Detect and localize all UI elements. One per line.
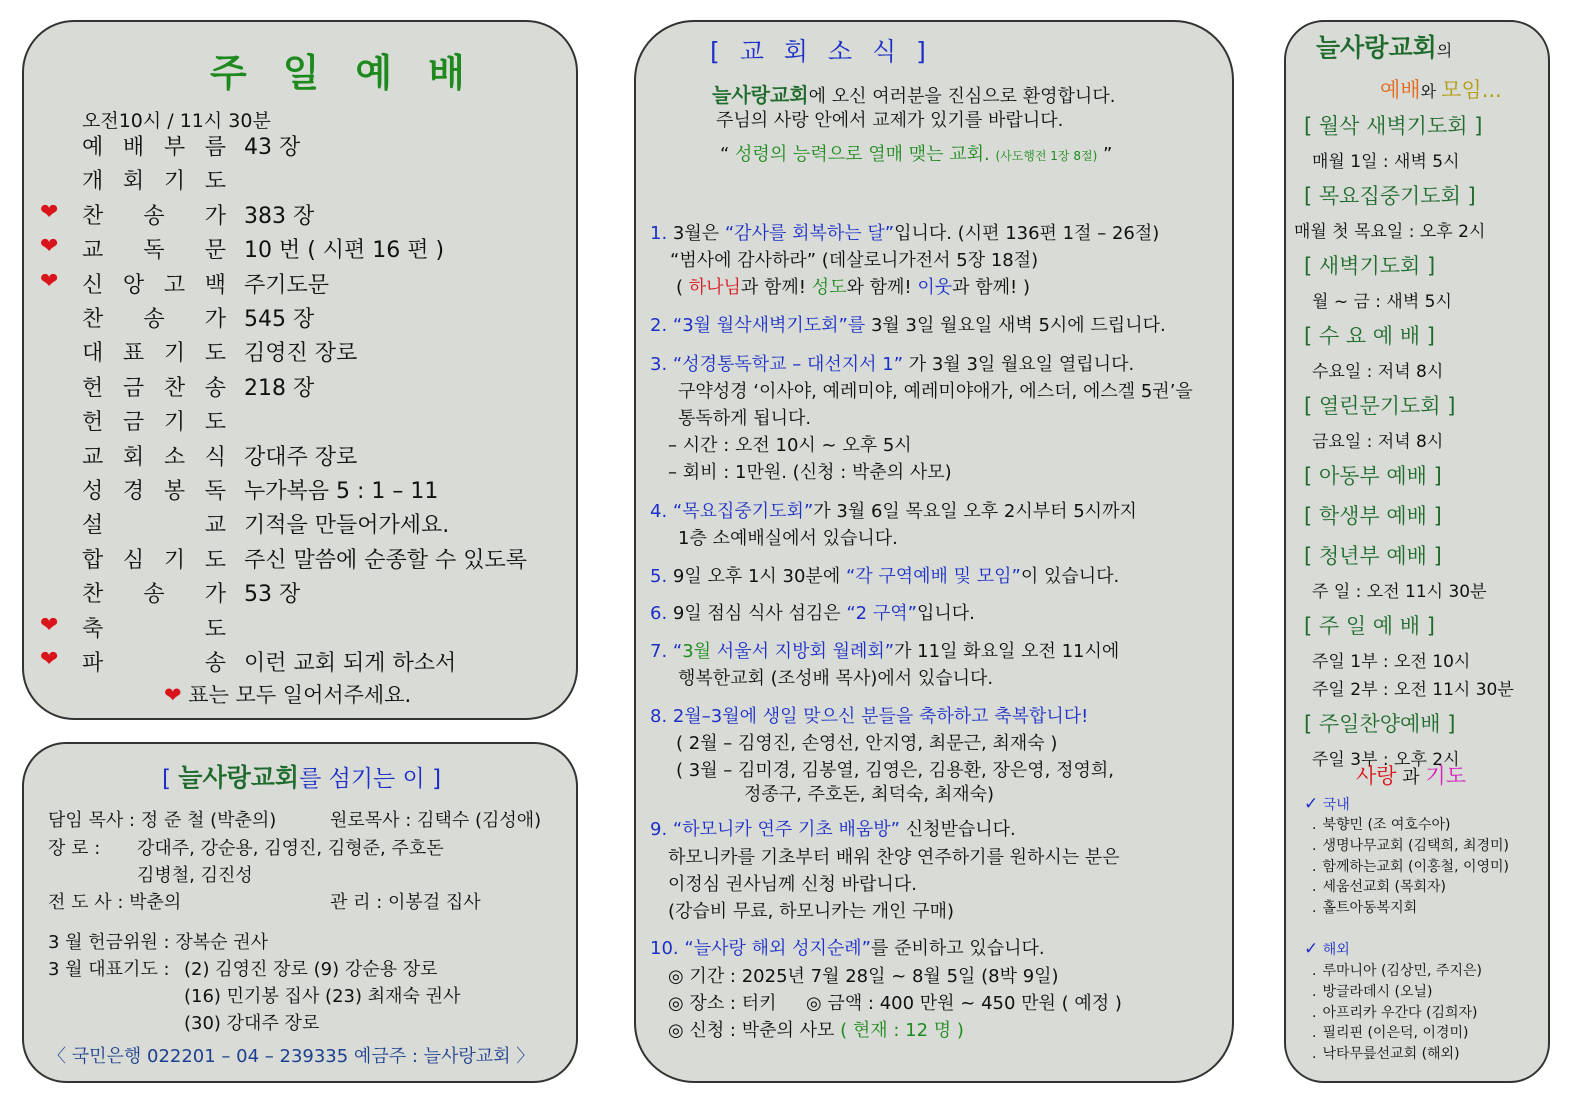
news-item-3: 3. “성경통독학교 – 대선지서 1” 가 3월 3일 월요일 열립니다.: [650, 354, 1135, 375]
prayer-schedule-2: (16) 민기봉 집사 (23) 최재숙 권사: [184, 986, 461, 1007]
prayer-schedule-3: (30) 강대주 장로: [184, 1013, 320, 1034]
church-name: 늘사랑교회: [178, 763, 300, 792]
worship-order-label: 파 송: [82, 651, 226, 676]
worship-time: 오전10시 / 11시 30분: [82, 110, 271, 132]
worship-order-label: 설 교: [82, 513, 226, 539]
worship-order-value: 43 장: [244, 135, 301, 160]
schedule-heading: [ 주 일 예 배 ]: [1304, 614, 1435, 638]
news-item-1: 1. 3월은 “감사를 회복하는 달”입니다. (시편 136편 1절 – 26절): [650, 223, 1160, 244]
prayer-schedule-1: (2) 김영진 장로 (9) 강순용 장로: [184, 959, 438, 980]
schedule-heading: [ 수 요 예 배 ]: [1304, 324, 1435, 348]
prayer-title: 사랑 과 기도: [1356, 764, 1466, 788]
worship-order-label: 성 경 봉 독: [82, 479, 226, 504]
worship-order-label: 신 앙 고 백: [82, 272, 226, 298]
mission-item: . 홀트아동복지회: [1312, 900, 1418, 917]
heart-icon: ❤: [40, 612, 59, 638]
worship-schedule-panel: [1284, 20, 1550, 1083]
worship-order-value: 10 번 ( 시편 16 편 ): [244, 238, 445, 264]
worship-order-label: 헌 금 기 도: [82, 410, 226, 436]
heart-icon: ❤: [164, 683, 182, 707]
schedule-heading: [ 학생부 예배 ]: [1304, 504, 1442, 528]
welcome-line-1: 늘사랑교회에 오신 여러분을 진심으로 환영합니다.: [712, 83, 1116, 107]
worship-order-value: 강대주 장로: [244, 444, 358, 470]
mission-item: . 세움선교회 (목회자): [1312, 879, 1447, 896]
heart-icon: ❤: [40, 199, 59, 225]
worship-order-label: 축 도: [82, 616, 226, 642]
news-title: [ 교 회 소 식 ]: [710, 37, 932, 66]
bank-account: 〈 국민은행 022201 – 04 – 239335 예금주 : 늘사랑교회 〉: [48, 1046, 535, 1067]
church-motto: “ 성령의 능력으로 열매 맺는 교회. (사도행전 1장 8절) ”: [720, 144, 1113, 165]
news-item-8: 8. 2월–3월에 생일 맞으신 분들을 축하하고 축복합니다!: [650, 706, 1089, 727]
welcome-line-2: 주님의 사랑 안에서 교제가 있기를 바랍니다.: [716, 110, 1064, 131]
elders-list: 강대주, 강순용, 김영진, 김형준, 주호돈: [137, 838, 444, 859]
schedule-heading: [ 주일찬양예배 ]: [1304, 712, 1456, 736]
news-item-6: 6. 9일 점심 식사 섬김은 “2 구역”입니다.: [650, 603, 975, 624]
news-item-4: 4. “목요집중기도회”가 3월 6일 목요일 오후 2시부터 5시까지: [650, 501, 1137, 522]
worship-order-value: 53 장: [244, 582, 301, 608]
worship-order-panel: [22, 20, 578, 720]
worship-order-value: 주신 말씀에 순종할 수 있도록: [244, 547, 527, 573]
worship-order-value: 이런 교회 되게 하소서: [244, 651, 457, 676]
schedule-time: 주일 3부 : 오후 2시: [1312, 750, 1460, 770]
worship-order-label: 대 표 기 도: [82, 341, 226, 367]
schedule-heading: [ 월삭 새벽기도회 ]: [1304, 114, 1483, 138]
schedule-heading: [ 목요집중기도회 ]: [1304, 184, 1476, 208]
mission-item: . 방글라데시 (오닐): [1312, 983, 1433, 1000]
prayer-schedule-label: 3 월 대표기도 :: [48, 959, 170, 980]
news-item-10: 10. “늘사랑 해외 성지순례”를 준비하고 있습니다.: [650, 938, 1045, 959]
schedule-time: 매월 첫 목요일 : 오후 2시: [1294, 222, 1486, 242]
worship-title: 주일예배: [210, 51, 501, 95]
news-item-7: 7. “3월 서울서 지방회 월례회”가 11일 화요일 오전 11시에: [650, 641, 1120, 662]
elders-label: 장 로 :: [48, 838, 101, 859]
heart-icon: ❤: [40, 234, 59, 260]
worship-order-value: 383 장: [244, 203, 315, 229]
worship-order-label: 예 배 부 름: [82, 135, 226, 160]
church-staff-panel: [22, 742, 578, 1083]
church-news-panel: [ 교 회 소 식 ] 늘사랑교회에 오신 여러분을 진심으로 환영합니다. 주님의 사랑 안에서 교제가 있기를 바랍니다. “ 성령의 능력으로 열매 맺는 교회. (사도행전 1장 8절) ” 1. 3월은 “감사를 회복하는 달”입니다. (시편 136편 1절 – 26절) “범사에 감사하라” (데살로니가전서 5장 18절) ( 하나님과 함께! 성도와 함께! 이웃과 함께! ) 2. “3월 월삭새벽기도회”를 3월 3일 월요일 새벽 5시에 드립니다. 3. “성경통독학교 – 대선지서 1” 가 3월 3일 월요일 열립니다. 구약성경 ‘이사야, 예레미야, 예레미야애가, 에스더, 에스겔 5권’을 통독하게 됩니다. – 시간 : 오전 10시 ~ 오후 5시 – 회비 : 1만원. (신청 : 박춘의 사모) 4. “목요집중기도회”가 3월 6일 목요일 오후 2시부터 5시까지 1층 소예배실에서 있습니다. 5. 9일 오후 1시 30분에 “각 구역예배 및 모임”이 있습니다. 6. 9일 점심 식사 섬김은 “2 구역”입니다. 7. “3월 서울서 지방회 월례회”가 11일 화요일 오전 11시에 행복한교회 (조성배 목사)에서 있습니다. 8. 2월–3월에 생일 맞으신 분들을 축하하고 축복합니다! ( 2월 – 김영진, 손영선, 안지영, 최문근, 최재숙 ) ( 3월 – 김미경, 김봉열, 김영은, 김용환, 장은영, 정영희, 정종구, 주호돈, 최덕숙, 최재숙) 9. “하모니카 연주 기초 배움방” 신청받습니다. 하모니카를 기초부터 배워 찬양 연주하기를 원하시는 분은 이정심 권사님께 신청 바랍니다. (강습비 무료, 하모니카는 개인 구매) 10. “늘사랑 해외 성지순례”를 준비하고 있습니다. ◎ 기간 : 2025년 7월 28일 ~ 8월 5일 (8박 9일) ◎ 장소 : 터키 ◎ 금액 : 400 만원 ~ 450 만원 ( 예정 ) ◎ 신청 : 박춘의 사모 ( 현재 : 12 명 ): [634, 20, 1234, 1083]
worship-order-value: 주기도문: [244, 272, 330, 298]
schedule-heading: [ 청년부 예배 ]: [1304, 544, 1442, 568]
worship-order-label: 찬 송 가: [82, 307, 226, 332]
schedule-title: 늘사랑교회의: [1316, 33, 1453, 62]
mission-item: . 필리핀 (이은덕, 이경미): [1312, 1025, 1469, 1042]
mission-item: . 루마니아 (김상민, 주지은): [1312, 963, 1482, 979]
mission-item: . 생명나무교회 (김택희, 최경미): [1312, 837, 1510, 854]
worship-order-label: 헌 금 찬 송: [82, 375, 226, 401]
worship-order-label: 찬 송 가: [82, 203, 226, 229]
schedule-time: 금요일 : 저녁 8시: [1312, 432, 1444, 452]
schedule-subtitle: 예배와 모임...: [1380, 78, 1502, 102]
news-item-9: 9. “하모니카 연주 기초 배움방” 신청받습니다.: [650, 819, 1016, 840]
schedule-time: 주일 1부 : 오전 10시: [1312, 652, 1471, 672]
schedule-heading: [ 새벽기도회 ]: [1304, 254, 1436, 278]
worship-order-value: 누가복음 5 : 1 – 11: [244, 479, 439, 504]
schedule-time: 주일 2부 : 오전 11시 30분: [1312, 680, 1514, 700]
mission-item: . 아프리카 우간다 (김희자): [1312, 1004, 1478, 1021]
heart-icon: ❤: [40, 268, 59, 294]
evangelist: 전 도 사 : 박춘의: [48, 892, 182, 913]
worship-order-value: 김영진 장로: [244, 341, 358, 367]
worship-order-value: 218 장: [244, 375, 315, 401]
worship-order-label: 교 독 문: [82, 238, 226, 264]
schedule-time: 주 일 : 오전 11시 30분: [1312, 582, 1487, 602]
senior-pastor: 담임 목사 : 정 준 철 (박춘의): [48, 810, 277, 831]
staff-title: [ 늘사랑교회를 섬기는 이 ]: [162, 763, 442, 792]
schedule-time: 월 ~ 금 : 새벽 5시: [1312, 292, 1452, 312]
offering-committee: 3 월 헌금위원 : 장복순 권사: [48, 932, 269, 953]
mission-item: . 북향민 (조 여호수아): [1312, 817, 1451, 833]
mission-item: . 낙타무릎선교회 (해외): [1312, 1046, 1460, 1063]
news-item-5: 5. 9일 오후 1시 30분에 “각 구역예배 및 모임”이 있습니다.: [650, 566, 1120, 587]
worship-order-label: 찬 송 가: [82, 582, 226, 608]
worship-order-value: 545 장: [244, 307, 315, 332]
church-name: 늘사랑교회: [1316, 33, 1437, 62]
check-icon: ✓: [1304, 794, 1319, 814]
heart-icon: ❤: [40, 647, 59, 672]
schedule-time: 매월 1일 : 새벽 5시: [1312, 152, 1460, 172]
building-manager: 관 리 : 이봉걸 집사: [330, 892, 481, 913]
news-item-2: 2. “3월 월삭새벽기도회”를 3월 3일 월요일 새벽 5시에 드립니다.: [650, 315, 1166, 336]
schedule-time: 수요일 : 저녁 8시: [1312, 362, 1444, 382]
emeritus-pastor: 원로목사 : 김택수 (김성애): [330, 810, 542, 831]
elders-list-2: 김병철, 김진성: [137, 865, 253, 886]
worship-order-label: 교 회 소 식: [82, 444, 226, 470]
worship-order-value: 기적을 만들어가세요.: [244, 513, 450, 539]
check-icon: ✓: [1304, 939, 1319, 959]
church-name: 늘사랑교회: [712, 83, 809, 107]
worship-footnote: ❤ 표는 모두 일어서주세요.: [164, 683, 412, 707]
schedule-heading: [ 아동부 예배 ]: [1304, 464, 1442, 488]
mission-item: . 함께하는교회 (이홍철, 이영미): [1312, 858, 1510, 875]
worship-order-label: 합 심 기 도: [82, 547, 226, 573]
abroad-heading: ✓ 해외: [1304, 939, 1350, 959]
domestic-heading: ✓ 국내: [1304, 794, 1350, 814]
schedule-heading: [ 열린문기도회 ]: [1304, 394, 1456, 418]
worship-order-label: 개 회 기 도: [82, 169, 226, 195]
